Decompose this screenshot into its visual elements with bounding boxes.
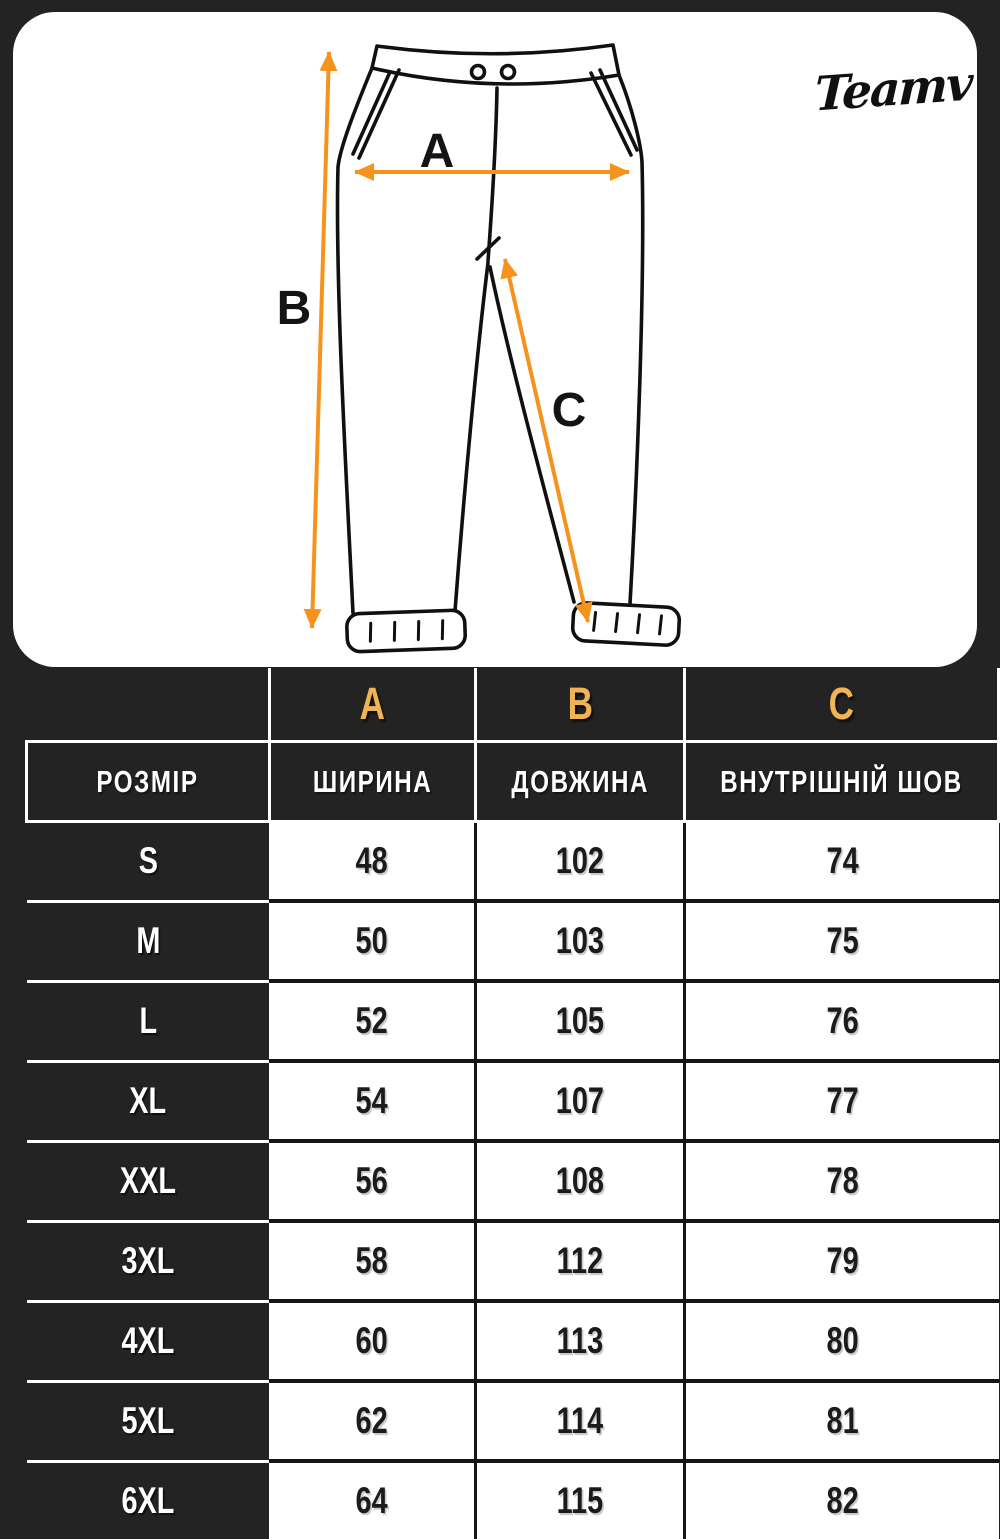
value-cell-b: 103 [476,901,685,981]
value-cell-c: 75 [684,901,998,981]
right-cuff [572,602,680,645]
table-row [27,1381,999,1461]
value-cell-a: 56 [269,1141,475,1221]
value-cell-b: 108 [476,1141,685,1221]
header-size: РОЗМІР [27,742,270,822]
value-cell-b: 102 [476,822,685,902]
length-arrow-b [312,52,329,628]
table-row [27,1221,999,1301]
inseam-arrow-c [505,259,588,622]
diagram-label-c: C [551,384,587,437]
table-row [27,1141,999,1221]
diagram-panel [13,12,977,667]
letter-cell-empty [27,668,270,742]
table-row [27,1461,999,1539]
size-cell: XL [27,1061,270,1141]
table-header-row [27,742,999,822]
size-cell: 4XL [27,1301,270,1381]
size-cell: 5XL [27,1381,270,1461]
size-cell: XXL [27,1141,270,1221]
column-letter-b: B [476,668,685,742]
pants-outline [337,45,679,652]
value-cell-b: 115 [476,1461,685,1539]
size-table [25,668,1000,1539]
brand-logo: Teamv [813,56,973,123]
header-inseam: ВНУТРІШНІЙ ШОВ [684,742,998,822]
value-cell-c: 78 [684,1141,998,1221]
value-cell-a: 64 [269,1461,475,1539]
diagram-label-a: A [419,125,455,178]
size-cell: L [27,981,270,1061]
size-cell: 3XL [27,1221,270,1301]
table-row [27,1301,999,1381]
value-cell-a: 50 [269,901,475,981]
value-cell-c: 81 [684,1381,998,1461]
table-row [27,822,999,902]
column-letter-row [27,668,999,742]
value-cell-b: 107 [476,1061,685,1141]
value-cell-c: 82 [684,1461,998,1539]
value-cell-b: 105 [476,981,685,1061]
left-cuff [346,610,465,652]
table-row [27,901,999,981]
value-cell-c: 79 [684,1221,998,1301]
value-cell-a: 54 [269,1061,475,1141]
column-letter-a: A [269,668,475,742]
header-length: ДОВЖИНА [476,742,685,822]
diagram-label-b: B [276,282,312,335]
value-cell-b: 114 [476,1381,685,1461]
value-cell-c: 74 [684,822,998,902]
value-cell-b: 112 [476,1221,685,1301]
value-cell-b: 113 [476,1301,685,1381]
size-cell: 6XL [27,1461,270,1539]
value-cell-a: 52 [269,981,475,1061]
value-cell-a: 62 [269,1381,475,1461]
value-cell-a: 60 [269,1301,475,1381]
size-cell: S [27,822,270,902]
column-letter-c: C [684,668,998,742]
value-cell-a: 58 [269,1221,475,1301]
table-row [27,981,999,1061]
value-cell-a: 48 [269,822,475,902]
header-width: ШИРИНА [269,742,475,822]
value-cell-c: 80 [684,1301,998,1381]
value-cell-c: 76 [684,981,998,1061]
value-cell-c: 77 [684,1061,998,1141]
table-row [27,1061,999,1141]
size-cell: M [27,901,270,981]
